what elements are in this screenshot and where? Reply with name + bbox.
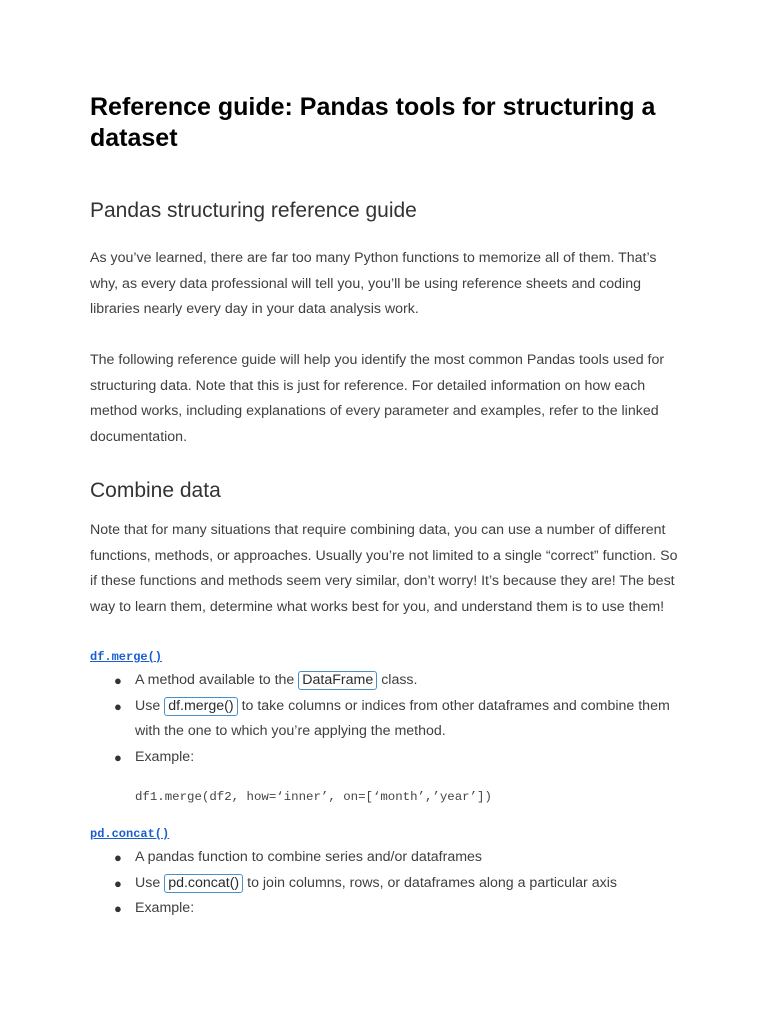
- concat-chip[interactable]: pd.concat(): [164, 874, 243, 893]
- bullet-text: to join columns, rows, or dataframes along a particular axis: [247, 874, 617, 891]
- merge-method-link[interactable]: df.merge(): [90, 650, 163, 664]
- list-item: [90, 871, 680, 897]
- bullet-icon: ●: [114, 698, 122, 714]
- reference-paragraph: The following reference guide will help you identify the most common Pandas tools used for structuring data. Note that this is just for reference. For detailed information on how each method works, including explanations of every parameter and examples, refer to the linked documentation.: [90, 352, 665, 445]
- list-item: [90, 668, 680, 694]
- page-title: Reference guide: Pandas tools for structuring a dataset: [90, 93, 656, 152]
- bullet-text: A method available to the: [135, 672, 295, 688]
- list-item: [90, 896, 680, 922]
- list-item: [90, 845, 680, 871]
- merge-bullet-list: [90, 668, 680, 770]
- bullet-text: to take columns or indices from other dataframes and combine them with the one to which you’re applying the method.: [135, 697, 670, 739]
- merge-chip[interactable]: df.merge(): [164, 697, 237, 716]
- merge-code-example: df1.merge(df2, how=‘inner’, on=[‘month’,’year’]): [135, 790, 492, 804]
- concat-bullet-list: [90, 845, 680, 922]
- list-item: [90, 694, 680, 745]
- list-item: [90, 745, 680, 771]
- bullet-icon: ●: [114, 749, 122, 765]
- bullet-text: Example:: [135, 748, 195, 765]
- dataframe-chip[interactable]: DataFrame: [298, 671, 377, 690]
- bullet-text: Example:: [135, 900, 195, 916]
- bullet-icon: ●: [114, 901, 122, 916]
- bullet-text: Use: [135, 874, 161, 891]
- bullet-icon: ●: [114, 875, 122, 891]
- bullet-icon: ●: [114, 673, 122, 688]
- concat-method-link[interactable]: pd.concat(): [90, 827, 170, 841]
- bullet-text: Use: [135, 697, 161, 714]
- combine-paragraph: Note that for many situations that require combining data, you can use a number of different functions, methods, or approaches. Usually you’re not limited to a single “correct” function. So if these functions and methods seem very similar, don’t worry! It’s because they are! The best way to learn them, determine what works best for you, and understand them is to use them!: [90, 522, 678, 615]
- bullet-text: class.: [381, 672, 418, 688]
- section-heading-combine: Combine data: [90, 479, 221, 502]
- bullet-icon: ●: [114, 850, 122, 865]
- section-heading-guide: Pandas structuring reference guide: [90, 199, 417, 222]
- bullet-text: A pandas function to combine series and/or dataframes: [135, 849, 483, 865]
- intro-paragraph: As you’ve learned, there are far too many Python functions to memorize all of them. That’s why, as every data professional will tell you, you’ll be using reference sheets and coding libraries nearly every day in your data analysis work.: [90, 250, 657, 317]
